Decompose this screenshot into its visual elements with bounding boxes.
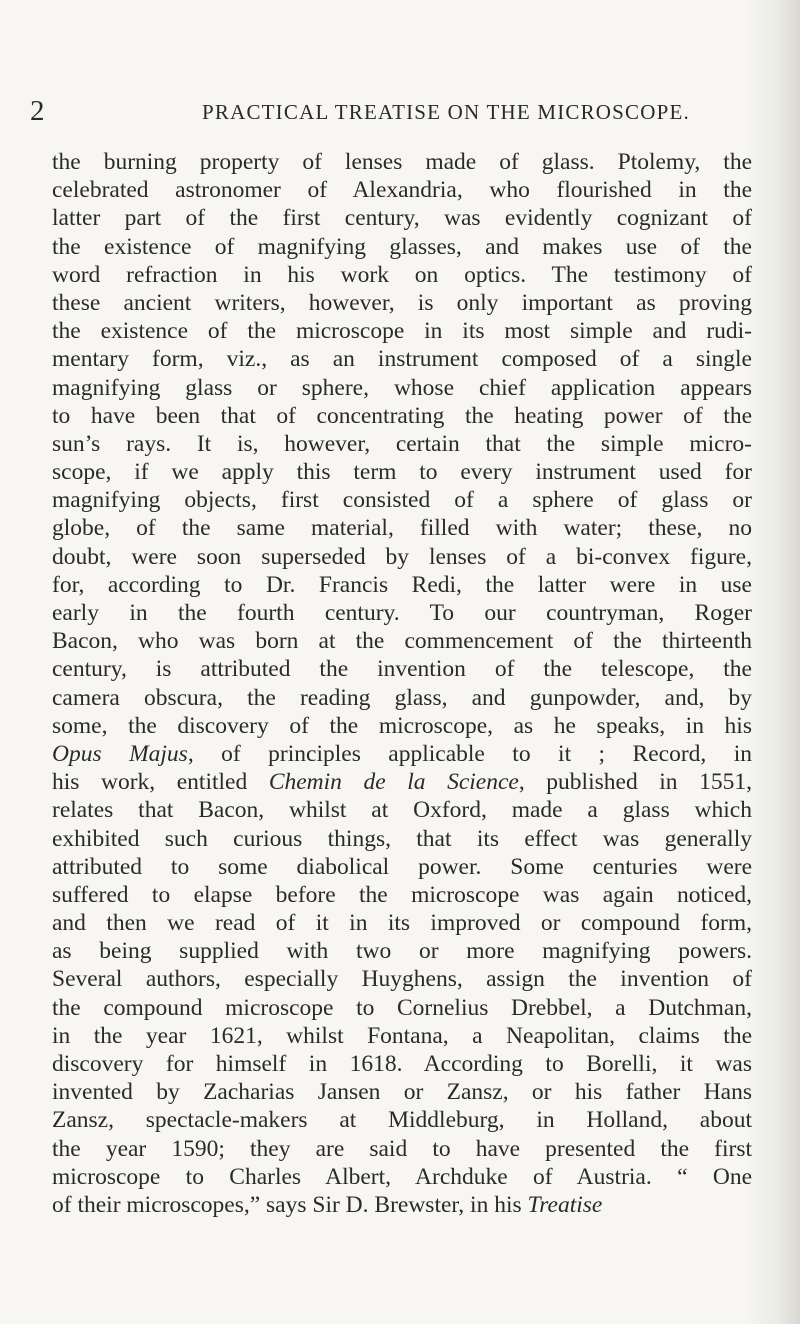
italic-title: Treatise	[527, 1191, 603, 1218]
line-text: , of principles applicable to it ; Record, in	[187, 740, 752, 767]
text-line	[52, 1191, 752, 1219]
text-line: camera obscura, the reading glass, and gunpowder, and, by	[52, 684, 752, 711]
text-line: magnifying objects, first consisted of a sphere of glass or	[52, 487, 752, 514]
text-line: suffered to elapse before the microscope was again noticed,	[52, 881, 752, 908]
line-text: his work, entitled	[52, 769, 269, 796]
text-line: the compound microscope to Cornelius Drebbel, a Dutchman,	[52, 994, 752, 1021]
italic-title: Opus Majus	[52, 740, 188, 767]
text-line: Several authors, especially Huyghens, assign the invention of	[52, 966, 752, 993]
text-line: early in the fourth century. To our countryman, Roger	[52, 600, 752, 626]
text-line: globe, of the same material, filled with water; these, no	[52, 515, 752, 542]
text-line: to have been that of concentrating the heating power of the	[52, 402, 752, 429]
text-line: celebrated astronomer of Alexandria, who flourished in the	[52, 177, 752, 204]
text-line: doubt, were soon superseded by lenses of a bi-convex figure,	[52, 543, 752, 570]
text-line: invented by Zacharias Jansen or Zansz, or his father Hans	[52, 1079, 752, 1106]
text-line: the existence of magnifying glasses, and makes use of the	[52, 233, 752, 260]
text-line	[52, 768, 752, 796]
text-line: Zansz, spectacle-makers at Middleburg, in Holland, about	[52, 1107, 752, 1134]
text-line: in the year 1621, whilst Fontana, a Neapolitan, claims the	[52, 1022, 752, 1049]
text-line: century, is attributed the invention of the telescope, the	[52, 656, 752, 683]
page-number: 2	[30, 95, 45, 127]
text-line: these ancient writers, however, is only important as proving	[52, 289, 752, 316]
text-line: relates that Bacon, whilst at Oxford, made a glass which	[52, 797, 752, 824]
text-line: the year 1590; they are said to have presented the first	[52, 1135, 752, 1162]
text-line	[52, 740, 752, 768]
text-line: scope, if we apply this term to every instrument used for	[52, 459, 752, 486]
body-text	[52, 148, 752, 1219]
running-head: PRACTICAL TREATISE ON THE MICROSCOPE.	[202, 100, 690, 124]
text-line: mentary form, viz., as an instrument composed of a single	[52, 346, 752, 373]
text-line: latter part of the first century, was evidently cognizant of	[52, 205, 752, 232]
text-line: as being supplied with two or more magnifying powers.	[52, 938, 752, 965]
text-line: for, according to Dr. Francis Redi, the latter were in use	[52, 571, 752, 598]
text-line: discovery for himself in 1618. According to Borelli, it was	[52, 1051, 752, 1077]
text-line: magnifying glass or sphere, whose chief application appears	[52, 374, 752, 401]
text-line: word refraction in his work on optics. The testimony of	[52, 261, 752, 288]
text-line: the burning property of lenses made of glass. Ptolemy, the	[52, 149, 752, 175]
text-line: Bacon, who was born at the commencement of the thirteenth	[52, 628, 752, 655]
text-line: exhibited such curious things, that its effect was generally	[52, 825, 752, 852]
text-line: and then we read of it in its improved or compound form,	[52, 910, 752, 937]
italic-title: Chemin de la Science	[268, 769, 519, 796]
text-line: attributed to some diabolical power. Some centuries were	[52, 853, 752, 880]
text-line: some, the discovery of the microscope, as he speaks, in his	[52, 712, 752, 739]
line-text: , published in 1551,	[518, 769, 752, 796]
text-line: sun’s rays. It is, however, certain that the simple micro-	[52, 430, 752, 457]
text-line: the existence of the microscope in its most simple and rudi-	[52, 318, 752, 345]
page-header	[30, 94, 750, 128]
text-line: microscope to Charles Albert, Archduke of Austria. “ One	[52, 1163, 752, 1190]
line-text: of their microscopes,” says Sir D. Brewster, in his	[52, 1191, 528, 1218]
